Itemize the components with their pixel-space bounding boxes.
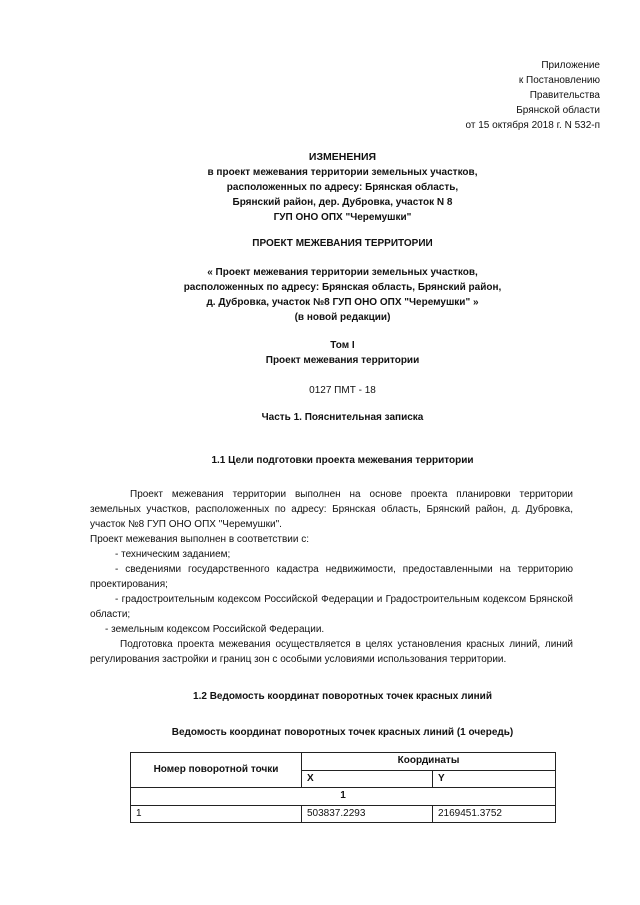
project-title: ПРОЕКТ МЕЖЕВАНИЯ ТЕРРИТОРИИ [252,238,433,249]
section-2-title: 1.2 Ведомость координат поворотных точек красных линий [193,691,492,702]
list-item: - земельным кодексом Российской Федерации. [105,624,325,635]
section-1-title: 1.1 Цели подготовки проекта межевания территории [211,455,474,466]
list-item: - градостроительным кодексом Российской Федерации и Градостроительным кодексом Брянской области; [90,594,573,620]
section-1-body [90,487,573,667]
column-header-y: Y [433,770,556,788]
table-group-row [131,788,556,806]
quote-line: расположенных по адресу: Брянская область, Брянский район, [183,282,502,293]
appendix-line: к Постановлению [518,75,600,86]
cell-x: 503837.2293 [302,805,433,823]
part-title: Часть 1. Пояснительная записка [261,412,424,423]
project-quote-block [90,265,595,325]
changes-line: ГУП ОНО ОПХ "Черемушки" [273,212,412,223]
table-title: Ведомость координат поворотных точек красных линий (1 очередь) [171,727,514,738]
appendix-line: Брянской области [516,105,600,116]
list-item: - сведениями государственного кадастра недвижимости, предоставленными на территорию проектирования; [90,564,573,590]
appendix-block [370,58,600,133]
volume-block [90,338,595,368]
changes-block [90,150,595,225]
changes-heading: ИЗМЕНЕНИЯ [308,151,377,163]
volume-number: Том I [330,340,355,351]
paragraph: Подготовка проекта межевания осуществляется в целях установления красных линий, линий регулирования застройки и границ зон с особыми условиями использования территории. [90,639,573,665]
table-header-row [131,753,556,771]
column-header-coords: Координаты [302,753,556,771]
document-code: 0127 ПМТ - 18 [309,385,376,396]
appendix-line: Правительства [529,90,600,101]
cell-point: 1 [131,805,302,823]
table-row [131,805,556,823]
volume-name: Проект межевания территории [265,355,420,366]
coordinates-table [130,752,556,823]
changes-line: расположенных по адресу: Брянская область, [226,182,459,193]
quote-line: « Проект межевания территории земельных участков, [207,267,478,278]
paragraph: Проект межевания территории выполнен на основе проекта планировки территории земельных участков, расположенных по адресу: Брянская область, Брянский район, д. Дубровка, участок №8 ГУП ОНО ОПХ "Черемушки". [90,489,573,530]
quote-line: (в новой редакции) [294,312,391,323]
appendix-line: Приложение [541,60,600,71]
cell-y: 2169451.3752 [433,805,556,823]
column-header-point: Номер поворотной точки [131,753,302,788]
list-item: - техническим заданием; [115,549,231,560]
column-header-x: X [302,770,433,788]
changes-line: в проект межевания территории земельных участков, [207,167,478,178]
group-label: 1 [131,788,556,806]
appendix-line: от 15 октября 2018 г. N 532-п [465,120,600,131]
paragraph: Проект межевания выполнен в соответствии с: [90,534,310,545]
quote-line: д. Дубровка, участок №8 ГУП ОНО ОПХ "Черемушки" » [206,297,479,308]
changes-line: Брянский район, дер. Дубровка, участок N 8 [232,197,453,208]
